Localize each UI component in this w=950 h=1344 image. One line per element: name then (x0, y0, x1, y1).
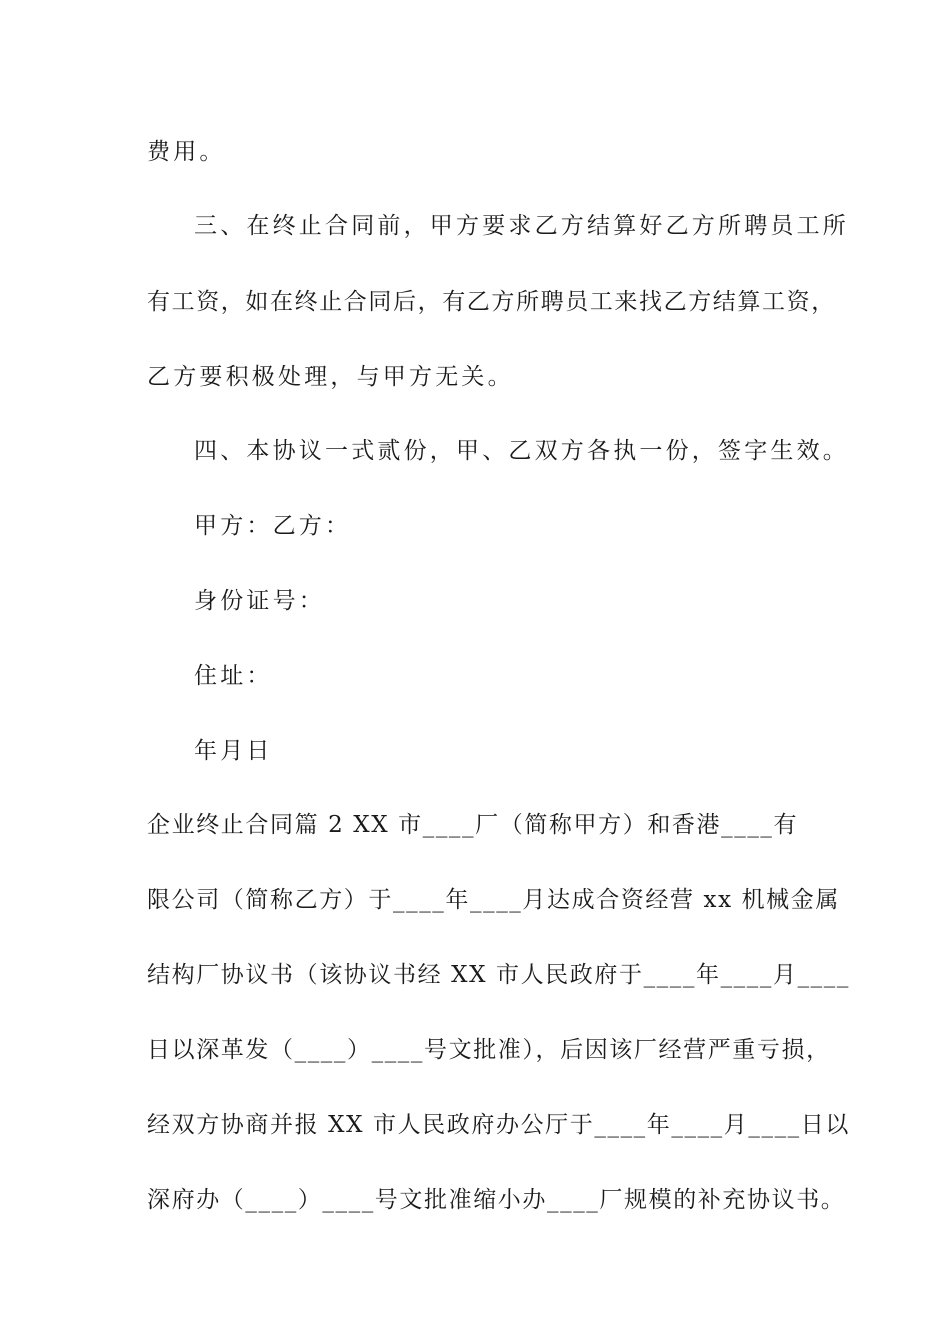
text-line-11: 限公司（简称乙方）于____年____月达成合资经营 xx 机械金属 (147, 887, 840, 913)
text-line-5: 四、本协议一式贰份，甲、乙双方各执一份，签字生效。 (194, 438, 849, 464)
date-label: 年月日 (194, 738, 273, 764)
text-line-15: 深府办（____）____号文批准缩小办____厂规模的补充协议书。 (147, 1187, 846, 1213)
text-line-3: 有工资，如在终止合同后，有乙方所聘员工来找乙方结算工资， (147, 289, 836, 315)
text-line-4: 乙方要积极处理，与甲方无关。 (147, 364, 514, 390)
text-line-13: 日以深革发（____）____号文批准），后因该厂经营严重亏损， (147, 1037, 831, 1063)
signature-parties: 甲方：乙方： (194, 513, 352, 539)
text-line-14: 经双方协商并报 XX 市人民政府办公厅于____年____月____日以 (147, 1112, 850, 1138)
id-number-label: 身份证号： (194, 588, 325, 614)
text-line-1: 费用。 (147, 139, 226, 165)
address-label: 住址： (194, 663, 273, 689)
text-line-12: 结构厂协议书（该协议书经 XX 市人民政府于____年____月____ (147, 962, 850, 988)
section-heading-line: 企业终止合同篇 2 XX 市____厂（简称甲方）和香港____有 (147, 812, 799, 838)
text-line-2: 三、在终止合同前，甲方要求乙方结算好乙方所聘员工所 (194, 213, 849, 239)
